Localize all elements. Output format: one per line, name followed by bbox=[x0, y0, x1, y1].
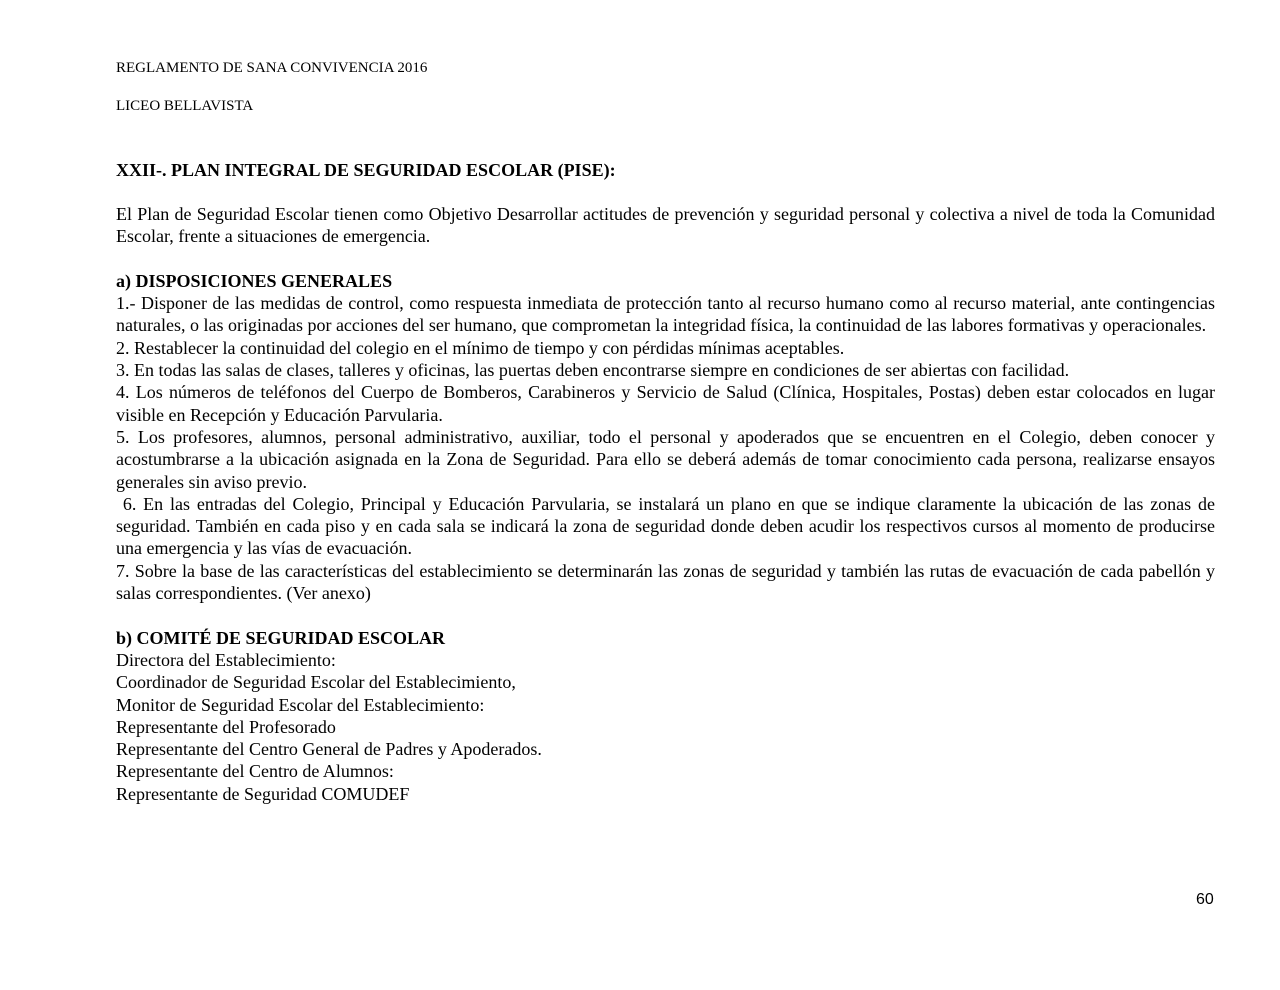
running-header-title: REGLAMENTO DE SANA CONVIVENCIA 2016 bbox=[116, 60, 428, 76]
disposicion-item-3: 3. En todas las salas de clases, talleres y oficinas, las puertas deben encontrarse siempre en condiciones de ser abiertas con facilidad. bbox=[116, 360, 1070, 381]
comite-heading: b) COMITÉ DE SEGURIDAD ESCOLAR bbox=[116, 627, 446, 648]
running-header-school: LICEO BELLAVISTA bbox=[116, 98, 254, 114]
section-title: XXII-. PLAN INTEGRAL DE SEGURIDAD ESCOLAR (PISE): bbox=[116, 160, 616, 180]
disposicion-item-5: 5. Los profesores, alumnos, personal administrativo, auxiliar, todo el personal y apoderados que se encuentren en el Colegio, deben conocer y acostumbrarse a la ubicación asignada en la Zona de Seguridad. Para ello se deberá además de tomar conocimiento cada persona, realizarse ensayos generales sin aviso previo. bbox=[116, 426, 1215, 492]
comite-member: Representante de Seguridad COMUDEF bbox=[116, 783, 410, 804]
disposicion-item-4: 4. Los números de teléfonos del Cuerpo de Bomberos, Carabineros y Servicio de Salud (Clínica, Hospitales, Postas) deben estar colocados en lugar visible en Recepción y Educación Parvularia. bbox=[116, 382, 1215, 425]
page-number: 60 bbox=[1196, 891, 1214, 908]
comite-member: Directora del Establecimiento: bbox=[116, 649, 336, 670]
comite-members-list bbox=[116, 649, 1215, 805]
disposicion-item-1: 1.- Disponer de las medidas de control, como respuesta inmediata de protección tanto al recurso humano como al recurso material, ante contingencias naturales, o las originadas por acciones del ser humano, que comprometan la integridad física, la continuidad de las labores formativas y operacionales. bbox=[116, 293, 1215, 336]
comite-member: Representante del Centro de Alumnos: bbox=[116, 761, 394, 782]
intro-paragraph: El Plan de Seguridad Escolar tienen como Objetivo Desarrollar actitudes de prevención y seguridad personal y colectiva a nivel de toda la Comunidad Escolar, frente a situaciones de emergencia. bbox=[116, 204, 1215, 247]
comite-member: Coordinador de Seguridad Escolar del Establecimiento, bbox=[116, 672, 516, 693]
disposicion-item-7: 7. Sobre la base de las características del establecimiento se determinarán las zonas de seguridad y también las rutas de evacuación de cada pabellón y salas correspondientes. (Ver anexo) bbox=[116, 560, 1215, 604]
disposiciones-heading: a) DISPOSICIONES GENERALES bbox=[116, 270, 393, 291]
disposicion-item-6: 6. En las entradas del Colegio, Principal y Educación Parvularia, se instalará un plano en que se indique claramente la ubicación de las zonas de seguridad. También en cada piso y en cada sala se indicará la zona de seguridad donde deben acudir los respectivos cursos al momento de producirse una emergencia y las vías de evacuación. bbox=[116, 493, 1220, 559]
comite-member: Representante del Centro General de Padres y Apoderados. bbox=[116, 739, 542, 760]
spacer bbox=[116, 248, 1215, 270]
document-page bbox=[116, 58, 1220, 805]
spacer bbox=[116, 604, 1215, 626]
comite-member: Monitor de Seguridad Escolar del Establecimiento: bbox=[116, 694, 485, 715]
disposiciones-list bbox=[116, 292, 1220, 604]
comite-member: Representante del Profesorado bbox=[116, 716, 336, 737]
disposicion-item-2: 2. Restablecer la continuidad del colegio en el mínimo de tiempo y con pérdidas mínimas aceptables. bbox=[116, 337, 845, 358]
